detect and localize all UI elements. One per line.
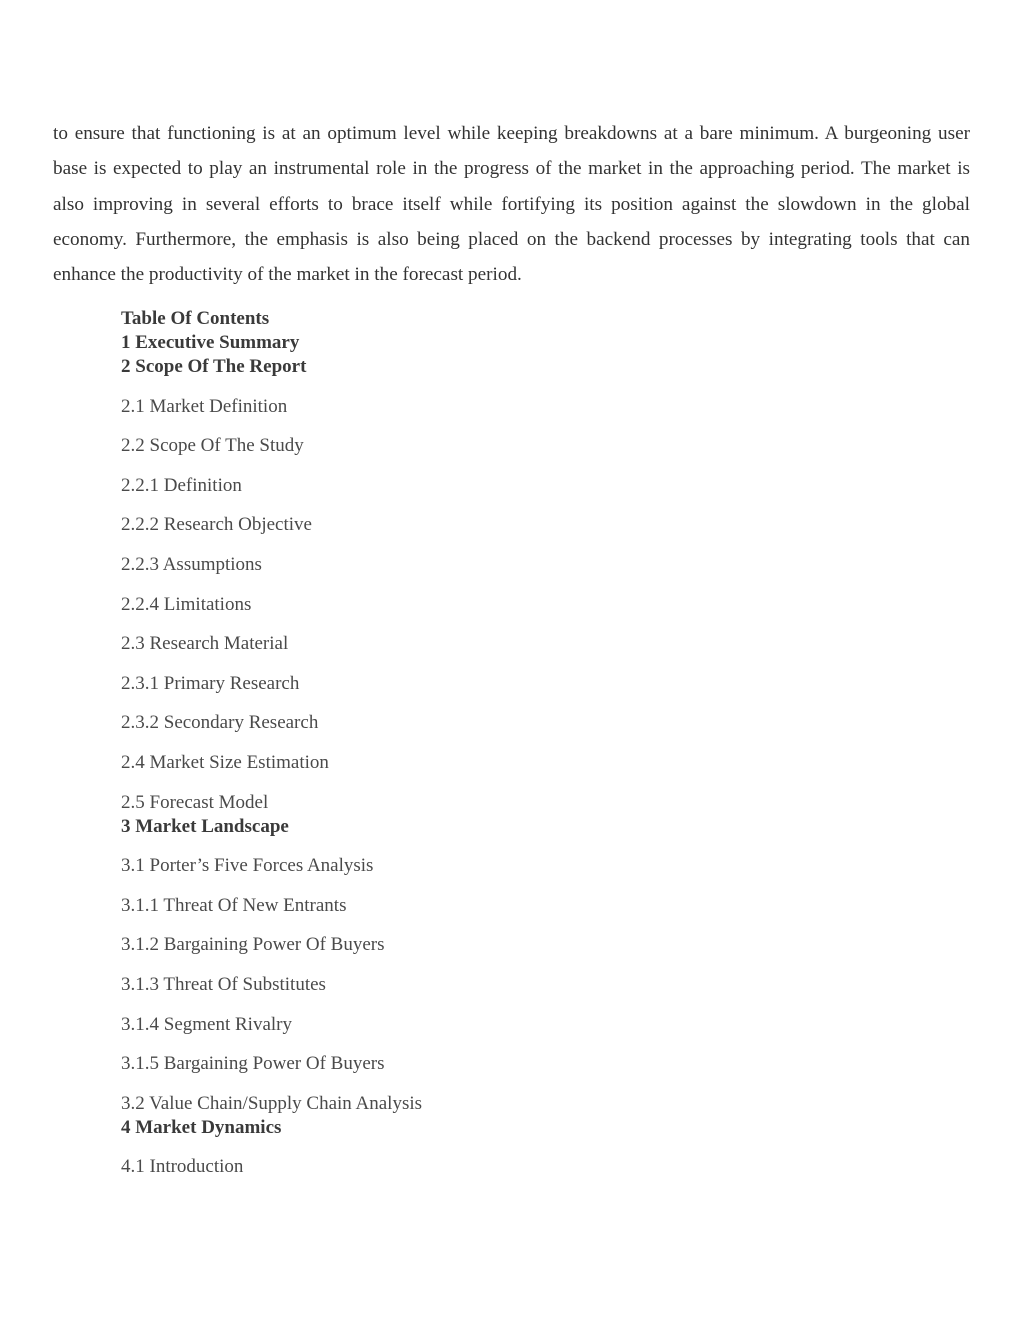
toc-section-4: 4 Market Dynamics xyxy=(121,1116,282,1138)
toc-item: 2.2.2 Research Objective xyxy=(121,514,312,536)
toc-item: 3.1.5 Bargaining Power Of Buyers xyxy=(121,1053,385,1075)
toc-item: 4.1 Introduction xyxy=(121,1156,244,1178)
toc-item: 2.1 Market Definition xyxy=(121,395,288,417)
toc-item: 2.5 Forecast Model xyxy=(121,791,269,813)
toc-item: 2.2 Scope Of The Study xyxy=(121,435,304,457)
intro-paragraph: to ensure that functioning is at an optimum level while keeping breakdowns at a bare minimum. A burgeoning user base is expected to play an instrumental role in the progress of the market in the approaching period. The market is also improving in several efforts to brace itself while fortifying its position against the slowdown in the global economy. Furthermore, the emphasis is also being placed on the backend processes by integrating tools that can enhance the productivity of the market in the forecast period. xyxy=(53,123,970,286)
toc-item: 3.1.1 Threat Of New Entrants xyxy=(121,894,347,916)
toc-item: 3.1 Porter’s Five Forces Analysis xyxy=(121,855,374,877)
toc-item: 2.2.1 Definition xyxy=(121,474,242,496)
toc-item: 2.3.2 Secondary Research xyxy=(121,712,319,734)
toc-section-2: 2 Scope Of The Report xyxy=(121,356,307,377)
toc-item: 2.4 Market Size Estimation xyxy=(121,751,329,773)
toc-item: 2.2.4 Limitations xyxy=(121,593,252,615)
table-of-contents xyxy=(121,307,821,1179)
toc-item: 2.3.1 Primary Research xyxy=(121,672,300,694)
toc-section-1: 1 Executive Summary xyxy=(121,332,300,353)
toc-item: 3.1.3 Threat Of Substitutes xyxy=(121,973,326,995)
toc-title: Table Of Contents xyxy=(121,308,270,329)
toc-item: 2.3 Research Material xyxy=(121,633,289,655)
toc-item: 3.2 Value Chain/Supply Chain Analysis xyxy=(121,1092,423,1114)
toc-item: 3.1.4 Segment Rivalry xyxy=(121,1013,292,1035)
toc-item: 3.1.2 Bargaining Power Of Buyers xyxy=(121,934,385,956)
toc-section-3: 3 Market Landscape xyxy=(121,815,289,837)
toc-item: 2.2.3 Assumptions xyxy=(121,553,262,575)
